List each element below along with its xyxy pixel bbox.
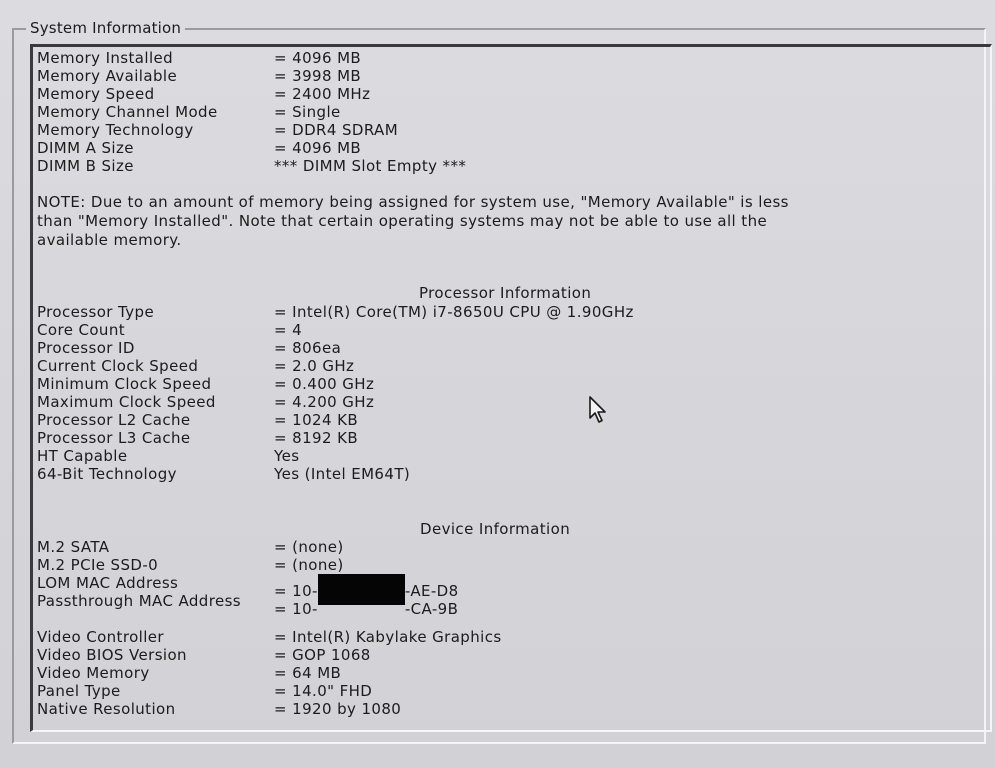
core-count-value: = 4	[274, 321, 303, 339]
memory-technology-label: Memory Technology	[37, 121, 194, 139]
dimm-b-size-label: DIMM B Size	[37, 157, 134, 175]
native-resolution-label: Native Resolution	[37, 700, 176, 718]
passthrough-mac-address-value	[274, 592, 458, 623]
video-controller-label: Video Controller	[37, 628, 164, 646]
dimm-a-size-value: = 4096 MB	[274, 139, 362, 157]
native-resolution-value: = 1920 by 1080	[274, 700, 402, 718]
dimm-a-size-label: DIMM A Size	[37, 139, 134, 157]
memory-channel-mode-value: = Single	[274, 103, 341, 121]
current-clock-speed-label: Current Clock Speed	[37, 357, 199, 375]
video-memory-label: Video Memory	[37, 664, 150, 682]
video-memory-value: = 64 MB	[274, 664, 342, 682]
video-bios-version-value: = GOP 1068	[274, 646, 371, 664]
memory-available-label: Memory Available	[37, 67, 178, 85]
video-bios-version-label: Video BIOS Version	[37, 646, 187, 664]
maximum-clock-speed-label: Maximum Clock Speed	[37, 393, 216, 411]
device-information-header: Device Information	[420, 520, 571, 538]
m2-pcie-ssd-value: = (none)	[274, 556, 344, 574]
memory-speed-value: = 2400 MHz	[274, 85, 371, 103]
m2-pcie-ssd-label: M.2 PCIe SSD-0	[37, 556, 159, 574]
memory-note-line-3: available memory.	[37, 231, 182, 249]
lom-mac-suffix: -AE-D8	[404, 582, 459, 600]
memory-installed-label: Memory Installed	[37, 49, 174, 67]
dimm-b-size-value: *** DIMM Slot Empty ***	[274, 157, 467, 175]
minimum-clock-speed-label: Minimum Clock Speed	[37, 375, 212, 393]
processor-id-label: Processor ID	[37, 339, 135, 357]
processor-id-value: = 806ea	[274, 339, 342, 357]
memory-channel-mode-label: Memory Channel Mode	[37, 103, 218, 121]
m2-sata-label: M.2 SATA	[37, 538, 110, 556]
maximum-clock-speed-value: = 4.200 GHz	[274, 393, 375, 411]
memory-technology-value: = DDR4 SDRAM	[274, 121, 399, 139]
memory-available-value: = 3998 MB	[274, 67, 362, 85]
lom-mac-prefix: = 10-	[274, 582, 318, 600]
processor-l3-cache-label: Processor L3 Cache	[37, 429, 191, 447]
passthrough-mac-suffix: -CA-9B	[404, 600, 459, 618]
processor-type-label: Processor Type	[37, 303, 155, 321]
64-bit-technology-value: Yes (Intel EM64T)	[274, 465, 411, 483]
processor-type-value: = Intel(R) Core(TM) i7-8650U CPU @ 1.90GHz	[274, 303, 634, 321]
processor-l2-cache-label: Processor L2 Cache	[37, 411, 191, 429]
mouse-pointer-icon	[588, 396, 610, 424]
processor-l3-cache-value: = 8192 KB	[274, 429, 359, 447]
processor-l2-cache-value: = 1024 KB	[274, 411, 359, 429]
memory-note-line-1: NOTE: Due to an amount of memory being assigned for system use, "Memory Available" is less	[37, 193, 789, 211]
panel-type-value: = 14.0" FHD	[274, 682, 373, 700]
memory-note-line-2: than "Memory Installed". Note that certain operating systems may not be able to use all the	[37, 212, 768, 230]
minimum-clock-speed-value: = 0.400 GHz	[274, 375, 375, 393]
passthrough-mac-prefix: = 10-	[274, 600, 318, 618]
current-clock-speed-value: = 2.0 GHz	[274, 357, 355, 375]
m2-sata-value: = (none)	[274, 538, 344, 556]
group-title: System Information	[26, 19, 185, 37]
ht-capable-value: Yes	[274, 447, 300, 465]
memory-installed-value: = 4096 MB	[274, 49, 362, 67]
passthrough-mac-address-label: Passthrough MAC Address	[37, 592, 242, 610]
video-controller-value: = Intel(R) Kabylake Graphics	[274, 628, 502, 646]
ht-capable-label: HT Capable	[37, 447, 128, 465]
64-bit-technology-label: 64-Bit Technology	[37, 465, 177, 483]
panel-type-label: Panel Type	[37, 682, 121, 700]
lom-mac-address-label: LOM MAC Address	[37, 574, 179, 592]
core-count-label: Core Count	[37, 321, 126, 339]
memory-speed-label: Memory Speed	[37, 85, 155, 103]
processor-information-header: Processor Information	[419, 284, 592, 302]
